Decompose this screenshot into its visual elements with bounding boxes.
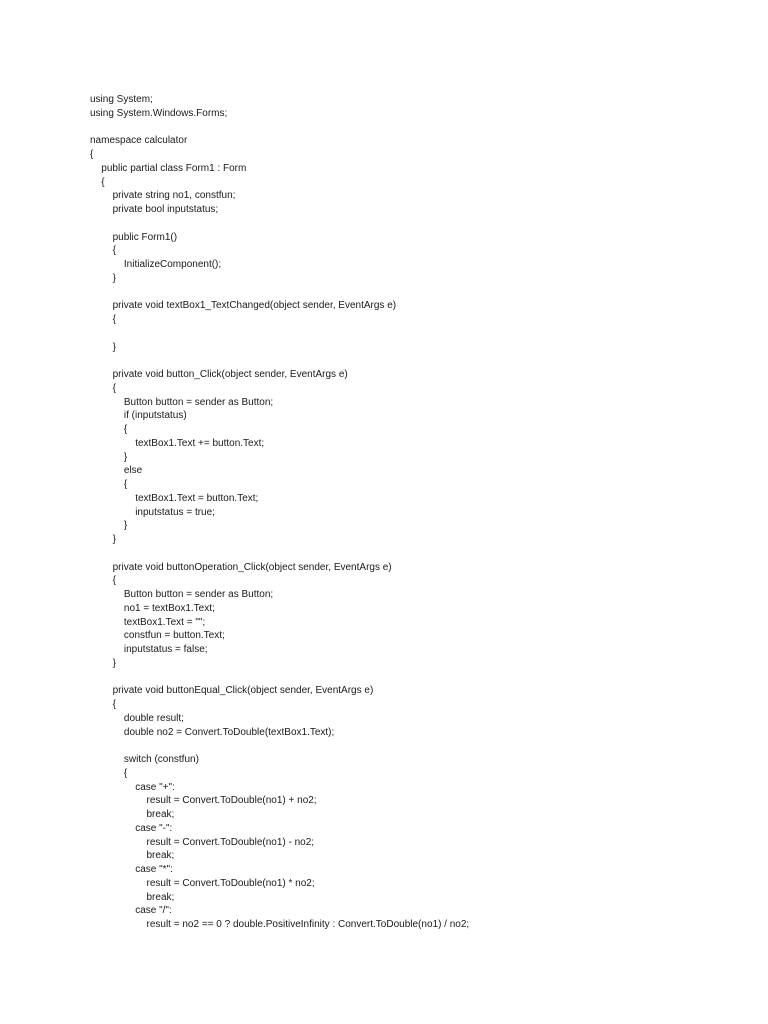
code-line: { — [112, 699, 116, 710]
code-line: double no2 = Convert.ToDouble(textBox1.Text); — [123, 726, 335, 738]
code-line: { — [112, 382, 116, 394]
code-line: break; — [146, 891, 175, 903]
code-line — [90, 217, 750, 231]
code-line: no1 = textBox1.Text; — [123, 602, 215, 614]
code-line: } — [123, 520, 128, 532]
code-line: private string no1, constfun; — [112, 190, 236, 202]
code-line: switch (constfun) — [123, 754, 199, 765]
code-line: { — [101, 176, 105, 188]
code-line: if (inputstatus) — [123, 410, 187, 422]
code-line: result = no2 == 0 ? double.PositiveInfinity : Convert.ToDouble(no1) / no2; — [146, 919, 470, 930]
code-line: { — [90, 149, 94, 160]
code-line: textBox1.Text += button.Text; — [135, 437, 265, 449]
code-line — [90, 671, 750, 685]
code-line: private void buttonEqual_Click(object sender, EventArgs e) — [112, 685, 374, 697]
code-line: break; — [146, 850, 175, 862]
code-line: } — [112, 272, 116, 284]
code-line: constfun = button.Text; — [123, 630, 225, 642]
code-line: inputstatus = true; — [135, 506, 215, 518]
code-line: private bool inputstatus; — [112, 204, 219, 215]
code-line: { — [112, 575, 116, 587]
code-line — [90, 354, 750, 368]
code-line: textBox1.Text = ""; — [123, 616, 206, 628]
code-line — [90, 739, 750, 753]
code-line: { — [112, 245, 116, 257]
code-line: { — [123, 479, 128, 490]
code-line: case "/": — [135, 905, 172, 917]
code-line: } — [112, 657, 116, 669]
code-line: private void button_Click(object sender, EventArgs e) — [112, 369, 348, 380]
code-line: break; — [146, 809, 175, 820]
code-line: private void buttonOperation_Click(object sender, EventArgs e) — [112, 561, 392, 573]
code-line: } — [112, 534, 116, 545]
code-line: double result; — [123, 712, 184, 724]
code-line: case "*": — [135, 864, 173, 875]
code-line: result = Convert.ToDouble(no1) - no2; — [146, 836, 315, 848]
code-line: } — [112, 341, 116, 353]
code-line — [90, 286, 750, 300]
code-line — [90, 327, 750, 341]
code-line — [90, 121, 750, 135]
code-line: else — [123, 465, 143, 477]
code-line: case "-": — [135, 822, 173, 834]
code-listing — [90, 93, 750, 932]
code-line: { — [123, 767, 128, 779]
code-line: { — [112, 314, 116, 325]
code-line: { — [123, 424, 128, 435]
code-line: } — [123, 451, 128, 463]
code-line — [90, 547, 750, 561]
code-line: textBox1.Text = button.Text; — [135, 492, 259, 504]
code-line: case "+": — [135, 781, 175, 793]
code-line: result = Convert.ToDouble(no1) * no2; — [146, 877, 315, 889]
code-line: inputstatus = false; — [123, 644, 208, 655]
code-line: namespace calculator — [90, 135, 188, 147]
code-line: public partial class Form1 : Form — [101, 162, 247, 174]
code-line: Button button = sender as Button; — [123, 396, 274, 408]
code-line: using System; — [90, 94, 153, 105]
code-line: result = Convert.ToDouble(no1) + no2; — [146, 795, 317, 807]
code-line: InitializeComponent(); — [123, 259, 222, 270]
code-line: public Form1() — [112, 231, 178, 243]
code-line: Button button = sender as Button; — [123, 589, 274, 600]
code-line: using System.Windows.Forms; — [90, 107, 228, 119]
code-line: private void textBox1_TextChanged(object sender, EventArgs e) — [112, 300, 397, 312]
